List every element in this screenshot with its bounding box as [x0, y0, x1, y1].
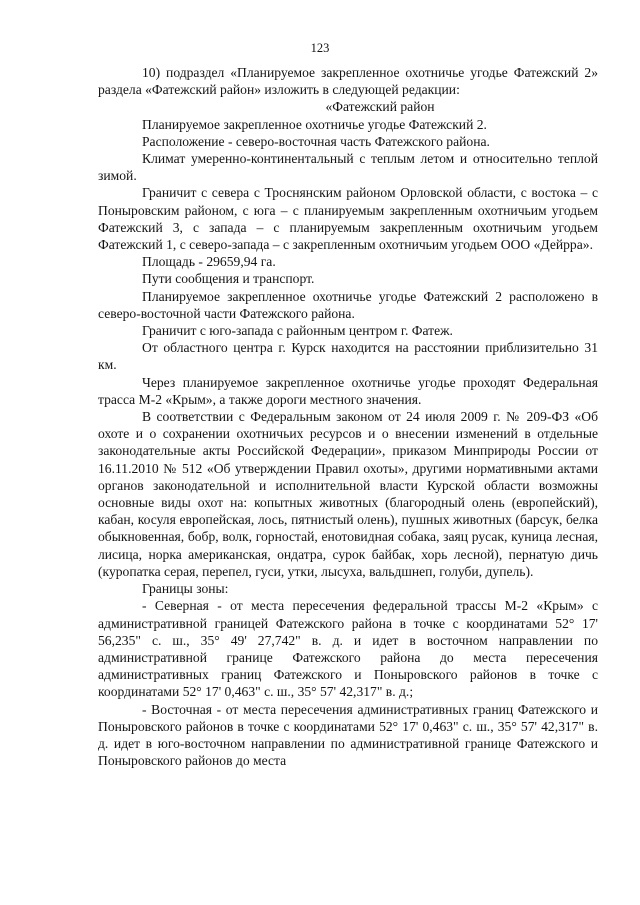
paragraph-distance: От областного центра г. Курск находится на расстоянии приблизительно 31 км. [98, 340, 598, 373]
paragraph-zone-borders-heading: Границы зоны: [142, 581, 229, 597]
paragraph-transport-heading: Пути сообщения и транспорт. [142, 271, 315, 287]
paragraph-roads: Через планируемое закрепленное охотничье угодье проходят Федеральная трасса М-2 «Крым», а также дороги местного значения. [98, 374, 598, 407]
paragraph-southwest-border: Граничит с юго-запада с районным центром г. Фатеж. [142, 323, 453, 339]
paragraph-hunting-types: В соответствии с Федеральным законом от 24 июля 2009 г. № 209-ФЗ «Об охоте и о сохранении охотничьих ресурсов и о внесении изменений в отдельные законодательные акты Российской Федерации», приказом Минприроды России от 16.11.2010 № 512 «Об утверждении Правил охоты», другими нормативными актами органов законодательной и исполнительной власти Курской области возможны основные виды охот на: копытных животных (благородный олень (европейский), кабан, косуля европейская, лось, пятнистый олень), пушных животных (барсук, белка обыкновенная, бобр, волк, горностай, енотовидная собака, заяц русак, куница лесная, лисица, норка американская, ондатра, сурок байбак, хорь лесной), пернатую дичь (куропатка серая, перепел, гуси, утки, лысуха, вальдшнеп, голуби, дупель). [98, 409, 598, 579]
section-heading: «Фатежский район [325, 99, 435, 115]
paragraph-northern-border: - Северная - от места пересечения федеральной трассы М-2 «Крым» с административной границей Фатежского района в точке с координатами 52° 17' 56,235" с. ш., 35° 49' 27,742" в. д. и идет в восточном направлении по административной границе Фатежского района до места пересечения административных границ Фатежского и Поныровского районов в точке с координатами 52° 17' 0,463" с. ш., 35° 57' 42,317" в. д.; [98, 598, 598, 700]
paragraph-name: Планируемое закрепленное охотничье угодье Фатежский 2. [142, 116, 487, 132]
paragraph-location: Расположение - северо-восточная часть Фатежского района. [142, 133, 490, 149]
paragraph-eastern-border: - Восточная - от места пересечения административных границ Фатежского и Поныровского районов в точке с координатами 52° 17' 0,463" с. ш., 35° 57' 42,317" в. д. идет в юго-восточном направлении по административной границе Фатежского и Поныровского районов до места [98, 701, 598, 769]
page-number: 123 [310, 41, 330, 55]
document-body [98, 64, 598, 769]
paragraph-transport-location: Планируемое закрепленное охотничье угодье Фатежский 2 расположено в северо-восточной части Фатежского района. [98, 288, 598, 321]
paragraph-intro: 10) подраздел «Планируемое закрепленное охотничье угодье Фатежский 2» раздела «Фатежский район» изложить в следующей редакции: [98, 65, 598, 98]
paragraph-area: Площадь - 29659,94 га. [142, 254, 276, 270]
paragraph-borders: Граничит с севера с Троснянским районом Орловской области, с востока – с Поныровским районом, с юга – с планируемым закрепленным охотничьим угодьем Фатежский 3, с запада – с планируемым закрепленным охотничьим угодьем Фатежский 1, с северо-запада – с закрепленным охотничьим угодьем ООО «Дейрра». [98, 185, 598, 253]
paragraph-climate: Климат умеренно-континентальный с теплым летом и относительно теплой зимой. [98, 151, 598, 184]
